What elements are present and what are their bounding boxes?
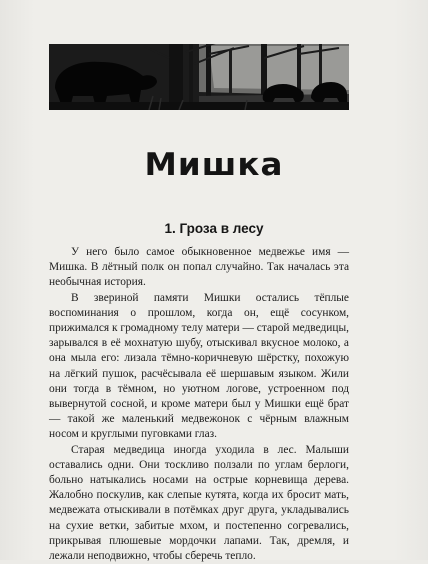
story-title: Мишка bbox=[144, 147, 284, 183]
paragraph: Старая медведица иногда уходила в лес. Малыши оставались одни. Они тоскливо ползали по углам берлоги, больно натыкались носами на острые корневища дерева. Жалобно поскулив, как слепые кутята, когда их бросит мать, медвежата отыскивали в потёмках друг друга, укладывались на сухие ветки, забитые мхом, и постепенно согревались, прикрывая плюшевые мордочки лапами. Так, дремля, и лежали неподвижно, чтобы сберечь тепло. bbox=[49, 443, 349, 563]
paragraph: В звериной памяти Мишки остались тёплые воспоминания о прошлом, когда он, ещё сосунком, прижимался к громадному телу матери — старой медведицы, зарывался в её мохнатую шубу, отыскивал вкусное молоко, а она мыла его: лизала тёмно-коричневую шёрстку, похожую на лёгкий пушок, расчёсывала её шершавым языком. Жили они тогда в тёмном, но уютном логове, устроенном под вывернутой сосной, и кроме матери был у Мишки ещё брат — такой же маленький медвежонок с чёрным влажным носом и круглыми пуговками глаз. bbox=[49, 291, 349, 441]
paragraph: У него было самое обыкновенное медвежье имя — Мишка. В лётный полк он попал случайно. Так началась эта необычная история. bbox=[49, 246, 349, 289]
bears-silhouette-icon bbox=[49, 44, 349, 110]
forest-bears-illustration bbox=[49, 44, 349, 110]
chapter-heading: 1. Гроза в лесу bbox=[164, 221, 264, 236]
story-body bbox=[49, 245, 349, 564]
